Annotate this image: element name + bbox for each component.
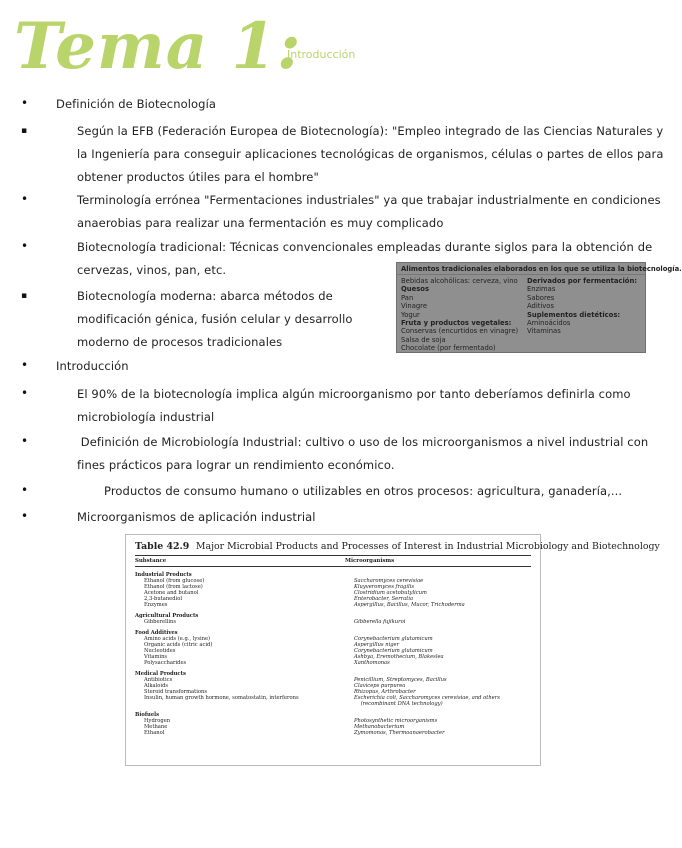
microorganism-cell: Saccharomyces cerevisiae [354,578,424,584]
microorganism-cell: Aspergillus, Bacillus, Mucor, Trichoderma [354,602,465,608]
food-item: Fruta y productos vegetales: [401,319,512,328]
table-section [135,668,531,707]
microorganism-cell: Gibberella fujikuroi [354,619,406,625]
traditional-foods-table [396,262,682,353]
substance-column-header: Substance [135,558,167,564]
microbial-table-body [135,569,531,736]
food-item: Aditivos [527,302,555,311]
table-row [135,701,531,707]
microorganism-cell: Corynebacterium glutamicum [354,648,433,654]
food-item: Conservas (encurtidos en vinagre) [401,327,519,336]
substance-cell [135,701,354,707]
bullet-marker: • [21,386,29,400]
bullet-text-line: Definición de Biotecnología [56,97,217,111]
bullet-marker: • [21,358,29,372]
table-row [135,602,531,608]
food-item: Suplementos dietéticos: [527,310,621,319]
substance-cell: Ethanol (from glucose) [144,578,205,584]
microbial-table-number: Table 42.9 [135,541,190,552]
bullet-text-line: microbiología industrial [77,410,215,424]
food-item: Derivados por fermentación: [527,277,638,285]
bullet-text-line: El 90% de la biotecnología implica algún microorganismo por tanto deberíamos definirla como [77,387,631,401]
table-section [135,569,531,608]
bullet-marker: • [21,434,29,448]
bullet-marker: ▪ [21,291,28,301]
bullet-text-line: Según la EFB (Federación Europea de Biotecnología): "Empleo integrado de las Ciencias Naturales y [77,124,664,138]
substance-cell: Organic acids (citric acid) [144,642,213,648]
table-section-heading: Food Additives [135,630,178,636]
food-item: Yogur [401,310,420,319]
substance-cell: Insulin, human growth hormone, somatostatin, interferons [144,695,299,701]
bullet-text-line: la Ingeniería para conseguir aplicaciones tecnológicas de organismos, células o partes de ellos para [77,147,664,161]
table-section [135,627,531,666]
bullet-text-line: Productos de consumo humano o utilizables en otros procesos: agricultura, ganadería,... [104,484,623,498]
food-item: Sabores [527,293,555,302]
table-section-heading: Agricultural Products [135,613,199,619]
table-row [135,619,531,625]
substance-cell: Steroid transformations [144,689,208,695]
traditional-foods-column-2 [527,277,641,353]
microorganism-cell: Aspergillus niger [354,642,400,648]
bullet-text-line: fines prácticos para lograr un rendimiento económico. [77,458,395,472]
bullet-text-line: anaerobias para realizar una fermentación es muy complicado [77,216,444,230]
bullet-marker: ▪ [21,126,28,136]
table-section-heading: Medical Products [135,671,186,677]
substance-cell: Vitamins [144,654,168,660]
substance-cell: Hydrogen [144,718,171,724]
microorganism-cell: (recombinant DNA technology) [354,701,443,707]
bullet-text-line: cervezas, vinos, pan, etc. [77,263,227,277]
microorganism-cell: Rhizopus, Arthrobacter [354,689,416,695]
bullet-marker: • [21,483,29,497]
substance-cell: 2,3-butanediol [144,596,183,602]
substance-cell: Enzymes [144,602,168,608]
table-row [135,660,531,666]
microorganism-cell: Xanthomonas [354,660,390,666]
microorganism-cell: Zymomonas, Thermoanaerobacter [354,730,445,736]
microorganism-cell: Enterobacter, Serratia [354,596,414,602]
bullet-text-line: modificación génica, fusión celular y desarrollo [77,312,353,326]
bullet-text-line: Definición de Microbiología Industrial: cultivo o uso de los microorganismos a nivel industrial con [77,435,649,449]
microorganism-cell: Penicillium, Streptomyces, Bacillus [354,677,447,683]
microorganism-cell: Escherichia coli, Saccharomyces cerevisiae, and others [354,695,500,701]
table-row [135,730,531,736]
substance-cell: Acetone and butanol [144,590,199,596]
microbial-table-header [135,556,531,567]
bullet-marker: • [21,509,29,523]
bullet-marker: • [21,239,29,253]
bullet-text-line: Biotecnología tradicional: Técnicas convencionales empleadas durante siglos para la obtención de [77,240,653,254]
food-item: Pan [401,293,414,302]
bullet-text-line: obtener productos útiles para el hombre" [77,170,319,184]
substance-cell: Gibberellins [144,619,177,625]
bullet-text-line: Introducción [56,359,129,373]
traditional-foods-header: Alimentos tradicionales elaborados en los que se utiliza la biotecnología. [397,263,645,275]
substance-cell: Amino acids (e.g., lysine) [144,636,211,642]
microbial-table-caption: Major Microbial Products and Processes of Interest in Industrial Microbiology and Biotechnology [195,541,660,552]
microbial-table-title [135,541,660,556]
food-item: Enzimas [527,285,556,294]
table-section [135,610,531,625]
page-subtitle: Introducción [287,48,356,61]
substance-cell: Methane [144,724,168,730]
bullet-text-line: Terminología errónea "Fermentaciones industriales" ya que trabajar industrialmente en condiciones [77,193,661,207]
substance-cell: Ethanol (from lactose) [144,584,203,590]
bullet-marker: • [21,96,29,110]
table-section-heading: Industrial Products [135,572,192,578]
microorganism-cell: Ashbya, Eremothecium, Blakeslea [354,654,444,660]
microorganisms-column-header: Microorganisms [345,558,395,564]
microorganism-cell: Photosynthetic microorganisms [354,718,438,724]
microorganism-cell: Clostridium acetobutylicum [354,590,427,596]
food-item: Bebidas alcohólicas: cerveza, vino [401,277,518,285]
food-item: Salsa de soja [401,335,446,344]
bullet-marker: • [21,192,29,206]
bullet-text-line: Microorganismos de aplicación industrial [77,510,316,524]
microorganism-cell: Kluyveromyces fragilis [354,584,414,590]
substance-cell: Nucleotides [144,648,176,654]
substance-cell: Polysaccharides [144,660,187,666]
bullet-text-line: Biotecnología moderna: abarca métodos de [77,289,333,303]
table-section [135,709,531,736]
food-item: Vinagre [401,302,428,311]
food-item: Chocolate (por fermentado) [401,344,496,353]
substance-cell: Antibiotics [144,677,173,683]
page-title: Tema 1: [14,9,302,84]
microorganism-cell: Corynebacterium glutamicum [354,636,433,642]
substance-cell: Ethanol [144,730,165,736]
microorganism-cell: Claviceps purpurea [354,683,406,689]
traditional-foods-column-1 [401,277,527,353]
food-item: Quesos [401,285,429,294]
food-item: Aminoácidos [527,319,571,328]
substance-cell: Alkaloids [144,683,169,689]
food-item: Vitaminas [527,327,561,336]
table-section-heading: Biofuels [135,712,160,718]
microorganism-cell: Methanobacterium [354,724,405,730]
microbial-products-table [125,534,660,766]
bullet-text-line: moderno de procesos tradicionales [77,335,283,349]
